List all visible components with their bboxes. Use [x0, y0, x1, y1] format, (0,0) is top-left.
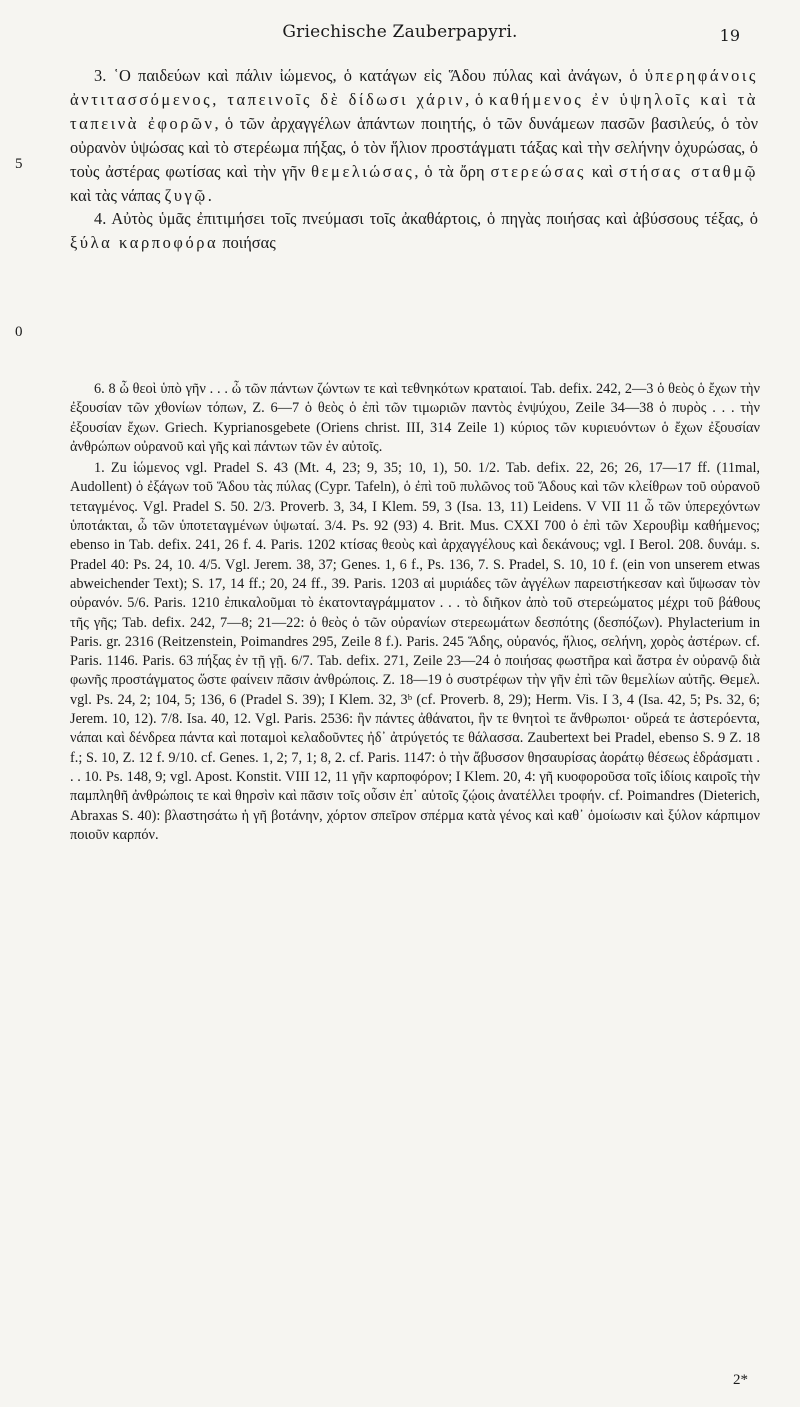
note-references: 1. Zu ἰώμενος vgl. Pradel S. 43 (Mt. 4, 23; 9, 35; 10, 1), 50. 1/2. Tab. defix. 22, 26; 26, 17—17 ff. (11mal, Audollent) ὁ ἐξάγων τοῦ Ἅδου τὰς πύλας (Cypr. Tafeln), ὁ ἐπὶ τοῦ πυλῶνος τοῦ Ἅδους καὶ τῶν κλείθρων τοῦ οὐρανοῦ τεταγμένος. Vgl. Pradel S. 50. 2/3. Proverb. 3, 34, I Klem. 59, 3 (Isa. 13, 11) Leidens. V VII 11 ὦ τῶν ὑπερεχόντων ὑποτάκται, ὦ τῶν ὑποτεταγμένων ὑψωταί. 3/4. Ps. 92 (93) 4. Brit. Mus. CXXI 700 ὁ ἐπὶ τῶν Χερουβὶμ καθήμενος; ebenso in Tab. defix. 241, 26 f. 4. Paris. 1202 κτίσας θεοὺς καὶ ἀρχαγγέλους καὶ δεκάνους; vgl. I Berol. 208. δυνάμ. s. Pradel 40: Ps. 24, 10. 4/5. Vgl. Jerem. 38, 37; Genes. 1, 6 f., Ps. 136, 7. S. Pradel, S. 10, 10 f. (ein von unserem etwas abweichender Text); S. 17, 14 ff.; 20, 24 ff., 39. Paris. 1203 αἱ μυριάδες τῶν ἀγγέλων παρειστήκεσαν καὶ ὕψωσαν τὸν οὐρανόν. 5/6. Paris. 1210 ἐπικαλοῦμαι τὸ ἑκατονταγράμματον . . . τὸ διῆκον ἀπὸ τοῦ στερεώματος μέχρι τοῦ βάθους τῆς γῆς; Tab. defix. 242, 7—8; 21—22: ὁ θεὸς ὁ τῶν οὐρανίων στερεωμάτων δεσπότης (δεσπόζων). Phylacterium in Paris. gr. 2316 (Reitzenstein, Poimandres 295, Zeile 8 f.). Paris. 245 Ἅδης, οὐρανός, ἥλιος, σελήνη, χορὸς ἀστέρων. cf. Paris. 1146. Paris. 63 πήξας ἐν τῇ γῇ. 6/7. Tab. defix. 271, Zeile 23—24 ὁ ποιήσας φωστῆρα καὶ ἄστρα ἐν οὐρανῷ διὰ φωνῆς προστάγματος ὥστε φαίνειν πᾶσιν ἀνθρώποις. Z. 18—19 ὁ συστρέφων τὴν γῆν ἐπὶ τῶν θεμελίων αὐτῆς. Θεμελ. vgl. Ps. 24, 2; 104, 5; 136, 6 (Pradel S. 39); I Klem. 32, 3ᵇ (cf. Proverb. 8, 29); Herm. Vis. I 3, 4 (Isa. 42, 5; Ps. 32, 6; Jerem. 10, 12). 7/8. Isa. 40, 12. Vgl. Paris. 2536: ἣν πάντες ἀθάνατοι, ἣν τε θνητοὶ τε ἄνθρωποι· οὔρεά τε ἀστερόεντα, νάπαι καὶ δένδρεα πάντα καὶ ποταμοὶ κελαδοῦντες ἠδ᾿ ἀτρύγετός τε θάλασσα. Zaubertext bei Pradel, ebenso S. 9 Z. 18 f.; S. 10, Z. 12 f. 9/10. cf. Genes. 1, 2; 7, 1; 8, 2. cf. Paris. 1147: ὁ τὴν ἄβυσσον θησαυρίσας ἀοράτῳ θέσεως ἑδράσματι . . . 10. Ps. 148, 9; vgl. Apost. Konstit. VIII 12, 11 γῆν καρποφόρον; I Klem. 20, 4: γῆ κυοφοροῦσα τοῖς ἰδίοις καιροῖς τὴν παμπληθῆ ἀνθρώποις τε καὶ θηρσὶν καὶ πᾶσιν τοῖς οὖσιν ἐπ᾿ αὐτοῖς ζῴοις ἀνατέλλει τροφήν. cf. Poimandres (Dieterich, Abraxas S. 40): βλαστησάτω ἡ γῆ βοτάνην, χόρτον σπεῖρον σπέρμα κατὰ γένος καὶ καθ᾿ ὁμοίωσιν καὶ ξύλον κάρπιμον ποιοῦν καρπόν. — [70, 460, 760, 843]
text-segment: , ὁ τὰ ὄρη — [414, 161, 491, 181]
running-title: Griechische Zauberpapyri. — [282, 22, 518, 42]
page-number: 19 — [719, 26, 740, 45]
line-number-5: 5 — [15, 156, 23, 172]
main-text — [15, 64, 758, 340]
text-segment: . — [207, 185, 212, 205]
spaced-text: ὑπερηφάνοις ἀντιτασσόμενος, ταπεινοῖς δὲ δίδωσι χάριν — [70, 66, 758, 109]
spaced-text: στερεώσας — [490, 161, 586, 181]
text-segment: ποιήσας — [218, 233, 276, 253]
spaced-text: θεμελιώσας — [311, 161, 415, 181]
text-segment: καὶ — [585, 161, 619, 181]
text-segment: , ὁ τῶν ἀρχαγγέλων ἁπάντων ποιητής, ὁ τῶν δυνάμεων πασῶν βασιλεύς, ὁ τὸν οὐρανὸν ὑψώσας καὶ τὸ στερέωμα πήξας, ὁ τὸν ἥλιον προστάγματι τάξας καὶ τὴν σελήνην ὀχυρώσας, ὁ τοὺς ἀστέρας φωτίσας καὶ τὴν γῆν — [70, 113, 758, 181]
spaced-text: στήσας σταθμῷ — [618, 161, 758, 181]
spaced-text: ζυγῷ — [164, 185, 208, 205]
line-numbers — [10, 64, 40, 664]
signature-mark: 2* — [733, 1372, 748, 1388]
paragraph-4 — [70, 207, 758, 255]
text-segment: 4. Αὐτὸς ὑμᾶς ἐπιτιμήσει τοῖς πνεύμασι τοῖς ἀκαθάρτοις, ὁ πηγὰς ποιήσας καὶ ἀβύσσους τέξας, ὁ — [94, 209, 758, 229]
spaced-text: καθήμενος ἐν ὑψηλοῖς καὶ τὰ ταπεινὰ ἐφορῶν — [70, 89, 758, 133]
text-segment: καὶ τὰς νάπας — [70, 185, 165, 205]
note-parallels: 6. 8 ὦ θεοὶ ὑπὸ γῆν . . . ὦ τῶν πάντων ζώντων τε καὶ τεθνηκότων κραταιοί. Tab. defix. 242, 2—3 ὁ θεὸς ὁ ἔχων τὴν ἐξουσίαν τῶν χθονίων τόπων, Z. 6—7 ὁ θεὸς ὁ ἐπὶ τῶν τιμωριῶν παντὸς ἐνψύχου, Zeile 34—38 ὁ πυρὸς . . . τὴν ἐξουσίαν ἔχων. Griech. Kyprianosgebete (Oriens christ. III, 314 Zeile 1) κύριος τῶν κυριευόντων ὁ ἔχων ἐξουσίαν ἀνθρώπων οὐρανοῦ καὶ γῆς καὶ πάντων τῶν ἐν αὐτοῖς. — [70, 381, 760, 455]
apparatus-notes — [70, 380, 760, 845]
line-number-10: 0 — [15, 324, 23, 340]
text-segment: , ὁ — [465, 89, 490, 109]
spaced-text: ξύλα καρποφόρα — [70, 233, 219, 253]
paragraph-3 — [70, 64, 758, 207]
page-header — [60, 22, 740, 52]
text-segment: 3. ῾Ο παιδεύων καὶ πάλιν ἰώμενος, ὁ κατάγων εἰς Ἅδου πύλας καὶ ἀνάγων, ὁ — [94, 66, 645, 85]
